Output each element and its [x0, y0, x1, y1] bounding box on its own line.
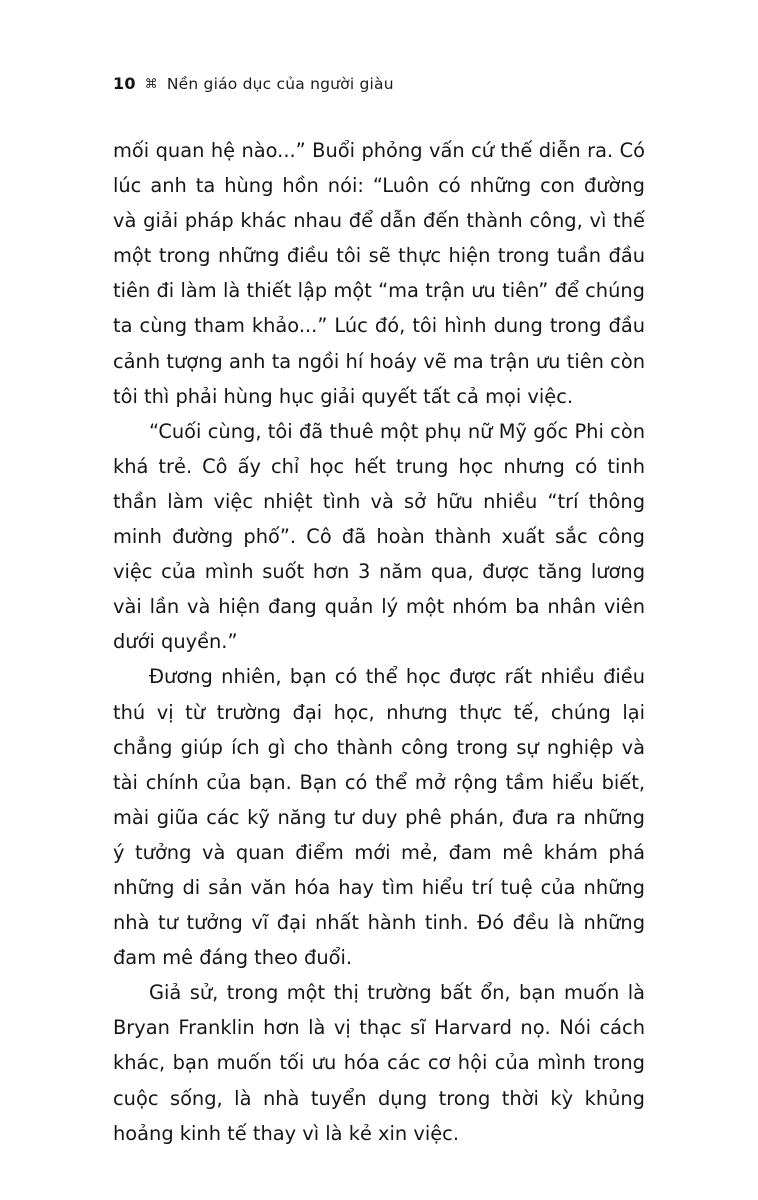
paragraph: “Cuối cùng, tôi đã thuê một phụ nữ Mỹ gốc Phi còn khá trẻ. Cô ấy chỉ học hết trung học nhưng có tinh thần làm việc nhiệt tình và sở hữu nhiều “trí thông minh đường phố”. Cô đã hoàn thành xuất sắc công việc của mình suốt hơn 3 năm qua, được tăng lương vài lần và hiện đang quản lý một nhóm ba nhân viên dưới quyền.”: [113, 419, 645, 654]
paragraph: Đương nhiên, bạn có thể học được rất nhiều điều thú vị từ trường đại học, nhưng thực tế, chúng lại chẳng giúp ích gì cho thành công trong sự nghiệp và tài chính của bạn. Bạn có thể mở rộng tầm hiểu biết, mài giũa các kỹ năng tư duy phê phán, đưa ra những ý tưởng và quan điểm mới mẻ, đam mê khám phá những di sản văn hóa hay tìm hiểu trí tuệ của những nhà tư tưởng vĩ đại nhất hành tinh. Đó đều là những đam mê đáng theo đuổi.: [113, 665, 645, 970]
paragraph: Giả sử, trong một thị trường bất ổn, bạn muốn là Bryan Franklin hơn là vị thạc sĩ Harvard nọ. Nói cách khác, bạn muốn tối ưu hóa các cơ hội của mình trong cuộc sống, là nhà tuyển dụng trong thời kỳ khủng hoảng kinh tế thay vì là kẻ xin việc.: [113, 981, 645, 1145]
page-body: [113, 133, 645, 1151]
ornament-icon: ⌘: [144, 77, 158, 92]
page-header: [113, 74, 645, 93]
running-title: Nền giáo dục của người giàu: [166, 75, 394, 93]
paragraph: mối quan hệ nào...” Buổi phỏng vấn cứ thế diễn ra. Có lúc anh ta hùng hồn nói: “Luôn có những con đường và giải pháp khác nhau để dẫn đến thành công, vì thế một trong những điều tôi sẽ thực hiện trong tuần đầu tiên đi làm là thiết lập một “ma trận ưu tiên” để chúng ta cùng tham khảo...” Lúc đó, tôi hình dung trong đầu cảnh tượng anh ta ngồi hí hoáy vẽ ma trận ưu tiên còn tôi thì phải hùng hục giải quyết tất cả mọi việc.: [113, 139, 645, 408]
page-number: 10: [113, 74, 136, 93]
